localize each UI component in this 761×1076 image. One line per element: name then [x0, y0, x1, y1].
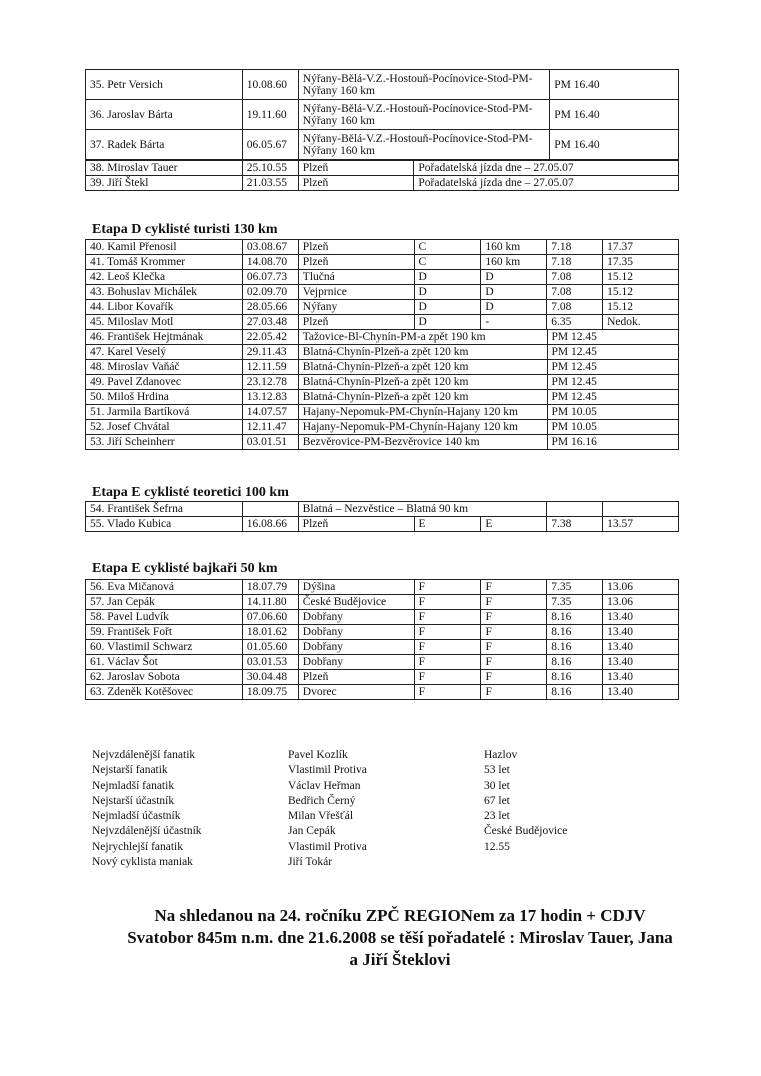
awards-winner-column	[288, 748, 367, 870]
date-cell: 01.05.60	[242, 640, 298, 655]
date-cell: 21.03.55	[242, 176, 298, 191]
award-winner: Václav Heřman	[288, 779, 361, 792]
place-cell: Dvorec	[298, 685, 414, 700]
finish-cell	[603, 502, 679, 517]
date-cell: 14.08.70	[242, 255, 298, 270]
award-winner: Bedřich Černý	[288, 794, 356, 807]
start-cell: 8.16	[547, 610, 603, 625]
name-cell: 43. Bohuslav Michálek	[86, 285, 243, 300]
name-cell: 63. Zdeněk Kotěšovec	[86, 685, 243, 700]
date-cell: 28.05.66	[242, 300, 298, 315]
date-cell: 14.11.80	[242, 595, 298, 610]
date-cell: 23.12.78	[242, 375, 298, 390]
stage-e2-body	[86, 580, 679, 700]
name-cell: 59. František Fořt	[86, 625, 243, 640]
closing-line: a Jiří Šteklovi	[349, 950, 451, 969]
award-category: Nejmladší účastník	[92, 810, 181, 823]
closing-line: Svatobor 845m n.m. dne 21.6.2008 se těší pořadatelé : Miroslav Tauer, Jana	[127, 928, 673, 947]
stage-start-cell: F	[414, 655, 481, 670]
name-cell: 50. Miloš Hrdina	[86, 390, 243, 405]
finish-cell: 13.40	[603, 685, 679, 700]
finish-cell: 17.37	[603, 240, 679, 255]
table-row	[86, 405, 679, 420]
name-cell: 47. Karel Veselý	[86, 345, 243, 360]
date-cell	[242, 502, 298, 517]
name-cell: 58. Pavel Ludvík	[86, 610, 243, 625]
date-cell: 30.04.48	[242, 670, 298, 685]
stage-end-cell: -	[481, 315, 547, 330]
table-top-organizers	[85, 160, 679, 191]
award-value: 30 let	[484, 779, 510, 792]
place-cell: Plzeň	[298, 670, 414, 685]
place-cell: Nýřany	[298, 300, 414, 315]
stage-end-cell: F	[481, 655, 547, 670]
start-cell: 8.16	[547, 640, 603, 655]
table-row	[86, 300, 679, 315]
date-cell: 16.08.66	[242, 517, 298, 532]
award-winner: Vlastimil Protiva	[288, 840, 367, 853]
start-cell: 7.08	[547, 285, 603, 300]
stage-start-cell: F	[414, 625, 481, 640]
place-cell: Dýšina	[298, 580, 414, 595]
name-cell: 38. Miroslav Tauer	[86, 161, 243, 176]
place-cell: Plzeň	[298, 517, 414, 532]
name-cell: 40. Kamil Přenosil	[86, 240, 243, 255]
table-row	[86, 390, 679, 405]
stage-start-cell: F	[414, 670, 481, 685]
stage-e-bikers-heading: Etapa E cyklisté bajkaři 50 km	[92, 561, 278, 576]
name-cell: 54. František Šefrna	[86, 502, 243, 517]
finish-cell: 13.06	[603, 595, 679, 610]
table-row	[86, 420, 679, 435]
date-cell: 03.01.53	[242, 655, 298, 670]
start-cell: 7.08	[547, 300, 603, 315]
route-cell: Blatná-Chynín-Plzeň-a zpět 120 km	[298, 345, 547, 360]
finish-cell: PM 12.45	[547, 375, 679, 390]
finish-cell: 17.35	[603, 255, 679, 270]
table-row	[86, 130, 679, 160]
name-cell: 55. Vlado Kubica	[86, 517, 243, 532]
date-cell: 18.07.79	[242, 580, 298, 595]
stage-start-cell: F	[414, 610, 481, 625]
name-cell: 37. Radek Bárta	[86, 130, 243, 160]
stage-start-cell: F	[414, 640, 481, 655]
stage-start-cell: C	[414, 240, 481, 255]
table-row	[86, 435, 679, 450]
stage-end-cell: F	[481, 610, 547, 625]
award-winner: Milan Vřešťál	[288, 810, 354, 823]
finish-cell: PM 10.05	[547, 420, 679, 435]
stage-end-cell: F	[481, 625, 547, 640]
table-row	[86, 330, 679, 345]
finish-cell: 13.40	[603, 655, 679, 670]
finish-cell: 13.40	[603, 670, 679, 685]
date-cell: 02.09.70	[242, 285, 298, 300]
place-cell: Plzeň	[298, 240, 414, 255]
stage-end-cell: D	[481, 285, 547, 300]
start-cell: 7.35	[547, 595, 603, 610]
name-cell: 49. Pavel Zdanovec	[86, 375, 243, 390]
stage-end-cell: E	[481, 517, 547, 532]
award-value: České Budějovice	[484, 825, 568, 838]
closing-line: Na shledanou na 24. ročníku ZPČ REGIONem za 17 hodin + CDJV	[154, 906, 646, 925]
date-cell: 03.01.51	[242, 435, 298, 450]
award-category: Nejvzdálenější účastník	[92, 825, 202, 838]
date-cell: 18.09.75	[242, 685, 298, 700]
stage-start-cell: F	[414, 685, 481, 700]
finish-cell: PM 12.45	[547, 390, 679, 405]
table-stage-e-bikers	[85, 579, 679, 700]
date-cell: 10.08.60	[242, 70, 298, 100]
finish-cell: Nedok.	[603, 315, 679, 330]
start-cell: 7.38	[547, 517, 603, 532]
name-cell: 62. Jaroslav Sobota	[86, 670, 243, 685]
award-value: 23 let	[484, 810, 510, 823]
table-row	[86, 375, 679, 390]
note-cell: Pořadatelská jízda dne – 27.05.07	[414, 161, 679, 176]
table-row	[86, 255, 679, 270]
place-cell: Dobřany	[298, 610, 414, 625]
date-cell: 12.11.59	[242, 360, 298, 375]
note-cell: Pořadatelská jízda dne – 27.05.07	[414, 176, 679, 191]
route-cell: Nýřany-Bělá-V.Z.-Hostouň-Pocínovice-Stod-PM-Nýřany 160 km	[298, 130, 549, 160]
finish-cell: PM 10.05	[547, 405, 679, 420]
route-cell: Blatná-Chynín-Plzeň-a zpět 120 km	[298, 360, 547, 375]
start-cell: 8.16	[547, 670, 603, 685]
route-cell: Hajany-Nepomuk-PM-Chynín-Hajany 120 km	[298, 420, 547, 435]
date-cell: 12.11.47	[242, 420, 298, 435]
stage-d-a-body	[86, 240, 679, 330]
finish-cell: PM 16.16	[547, 435, 679, 450]
name-cell: 39. Jiří Štekl	[86, 176, 243, 191]
closing-message	[60, 905, 740, 971]
award-value: Hazlov	[484, 749, 518, 761]
date-cell: 07.06.60	[242, 610, 298, 625]
start-cell	[547, 502, 603, 517]
table-row	[86, 670, 679, 685]
start-cell: 7.08	[547, 270, 603, 285]
route-cell: Blatná-Chynín-Plzeň-a zpět 120 km	[298, 375, 547, 390]
award-category: Nejvzdálenější fanatik	[92, 749, 196, 761]
stage-end-cell: 160 km	[481, 255, 547, 270]
place-cell: Plzeň	[298, 315, 414, 330]
stage-start-cell: D	[414, 270, 481, 285]
name-cell: 36. Jaroslav Bárta	[86, 100, 243, 130]
finish-cell: 13.40	[603, 610, 679, 625]
table-row	[86, 100, 679, 130]
date-cell: 27.03.48	[242, 315, 298, 330]
stage-start-cell: F	[414, 595, 481, 610]
date-cell: 13.12.83	[242, 390, 298, 405]
name-cell: 52. Josef Chvátal	[86, 420, 243, 435]
stage-end-cell: F	[481, 595, 547, 610]
place-cell: České Budějovice	[298, 595, 414, 610]
stage-start-cell: D	[414, 300, 481, 315]
route-cell: Tažovice-Bl-Chynín-PM-a zpět 190 km	[298, 330, 547, 345]
name-cell: 46. František Hejtmának	[86, 330, 243, 345]
table-row	[86, 580, 679, 595]
route-cell: Blatná-Chynín-Plzeň-a zpět 120 km	[298, 390, 547, 405]
table-row	[86, 240, 679, 255]
route-cell: Nýřany-Bělá-V.Z.-Hostouň-Pocínovice-Stod-PM-Nýřany 160 km	[298, 70, 549, 100]
date-cell: 22.05.42	[242, 330, 298, 345]
table-row	[86, 655, 679, 670]
table-stage-d-routes	[85, 329, 679, 450]
start-cell: 8.16	[547, 655, 603, 670]
award-winner: Jan Cepák	[288, 825, 336, 838]
finish-cell: 13.57	[603, 517, 679, 532]
name-cell: 45. Miloslav Motl	[86, 315, 243, 330]
finish-cell: PM 16.40	[550, 100, 679, 130]
awards-category-column	[92, 748, 202, 870]
place-cell: Dobřany	[298, 640, 414, 655]
table-row	[86, 640, 679, 655]
name-cell: 61. Václav Šot	[86, 655, 243, 670]
name-cell: 44. Libor Kovařík	[86, 300, 243, 315]
finish-cell: 15.12	[603, 270, 679, 285]
award-value: 67 let	[484, 794, 510, 807]
date-cell: 19.11.60	[242, 100, 298, 130]
table-row	[86, 70, 679, 100]
route-cell: Bezvěrovice-PM-Bezvěrovice 140 km	[298, 435, 547, 450]
table-row	[86, 315, 679, 330]
name-cell: 57. Jan Cepák	[86, 595, 243, 610]
table-row	[86, 595, 679, 610]
date-cell: 06.05.67	[242, 130, 298, 160]
date-cell: 29.11.43	[242, 345, 298, 360]
name-cell: 51. Jarmila Bartíková	[86, 405, 243, 420]
stage-start-cell: F	[414, 580, 481, 595]
stage-end-cell: 160 km	[481, 240, 547, 255]
award-winner: Vlastimil Protiva	[288, 764, 367, 777]
date-cell: 14.07.57	[242, 405, 298, 420]
award-winner: Jiří Tokár	[288, 856, 333, 869]
place-cell: Tlučná	[298, 270, 414, 285]
table-stage-e-theory	[85, 501, 679, 532]
date-cell: 03.08.67	[242, 240, 298, 255]
place-cell: Plzeň	[298, 176, 414, 191]
stage-end-cell: F	[481, 670, 547, 685]
date-cell: 25.10.55	[242, 161, 298, 176]
stage-end-cell: D	[481, 270, 547, 285]
start-cell: 7.18	[547, 255, 603, 270]
stage-end-cell: F	[481, 640, 547, 655]
place-cell: Dobřany	[298, 655, 414, 670]
table-row	[86, 625, 679, 640]
stage-start-cell: D	[414, 315, 481, 330]
route-cell: Blatná – Nezvěstice – Blatná 90 km	[298, 502, 547, 517]
name-cell: 56. Eva Mičanová	[86, 580, 243, 595]
place-cell: Plzeň	[298, 255, 414, 270]
award-value: 53 let	[484, 764, 510, 777]
table-row	[86, 610, 679, 625]
stage-end-cell: F	[481, 685, 547, 700]
finish-cell: 15.12	[603, 285, 679, 300]
stage-e-theory-heading: Etapa E cyklisté teoretici 100 km	[92, 485, 289, 500]
stage-end-cell: D	[481, 300, 547, 315]
route-cell: Hajany-Nepomuk-PM-Chynín-Hajany 120 km	[298, 405, 547, 420]
table-top-routes	[85, 69, 679, 160]
finish-cell: PM 12.45	[547, 360, 679, 375]
route-cell: Nýřany-Bělá-V.Z.-Hostouň-Pocínovice-Stod-PM-Nýřany 160 km	[298, 100, 549, 130]
stage-d-b-body	[86, 330, 679, 450]
finish-cell: 15.12	[603, 300, 679, 315]
name-cell: 53. Jiří Scheinherr	[86, 435, 243, 450]
start-cell: 7.18	[547, 240, 603, 255]
awards-value-column	[484, 748, 567, 855]
table-row	[86, 176, 679, 191]
finish-cell: PM 12.45	[547, 345, 679, 360]
start-cell: 8.16	[547, 625, 603, 640]
award-value: 12.55	[484, 840, 510, 853]
date-cell: 06.07.73	[242, 270, 298, 285]
name-cell: 42. Leoš Klečka	[86, 270, 243, 285]
start-cell: 6.35	[547, 315, 603, 330]
name-cell: 35. Petr Versich	[86, 70, 243, 100]
start-cell: 8.16	[547, 685, 603, 700]
place-cell: Plzeň	[298, 161, 414, 176]
stage-end-cell: F	[481, 580, 547, 595]
table-row	[86, 270, 679, 285]
stage-start-cell: D	[414, 285, 481, 300]
finish-cell: 13.40	[603, 640, 679, 655]
table-row	[86, 161, 679, 176]
name-cell: 60. Vlastimil Schwarz	[86, 640, 243, 655]
finish-cell: PM 16.40	[550, 130, 679, 160]
finish-cell: PM 12.45	[547, 330, 679, 345]
table-row	[86, 360, 679, 375]
place-cell: Vejprnice	[298, 285, 414, 300]
award-category: Nový cyklista maniak	[92, 856, 193, 869]
table-row	[86, 685, 679, 700]
award-category: Nejmladší fanatik	[92, 779, 175, 792]
award-category: Nejrychlejší fanatik	[92, 840, 184, 853]
place-cell: Dobřany	[298, 625, 414, 640]
table-stage-d-times	[85, 239, 679, 330]
finish-cell: PM 16.40	[550, 70, 679, 100]
award-category: Nejstarší účastník	[92, 794, 175, 807]
award-winner: Pavel Kozlík	[288, 749, 348, 761]
stage-start-cell: C	[414, 255, 481, 270]
table-row	[86, 502, 679, 517]
name-cell: 48. Miroslav Vaňáč	[86, 360, 243, 375]
start-cell: 7.35	[547, 580, 603, 595]
finish-cell: 13.40	[603, 625, 679, 640]
name-cell: 41. Tomáš Krommer	[86, 255, 243, 270]
award-category: Nejstarší fanatik	[92, 764, 168, 777]
finish-cell: 13.06	[603, 580, 679, 595]
stage-start-cell: E	[414, 517, 481, 532]
stage-d-heading: Etapa D cyklisté turisti 130 km	[92, 222, 278, 237]
table-row	[86, 517, 679, 532]
table-row	[86, 285, 679, 300]
table-row	[86, 345, 679, 360]
date-cell: 18.01.62	[242, 625, 298, 640]
